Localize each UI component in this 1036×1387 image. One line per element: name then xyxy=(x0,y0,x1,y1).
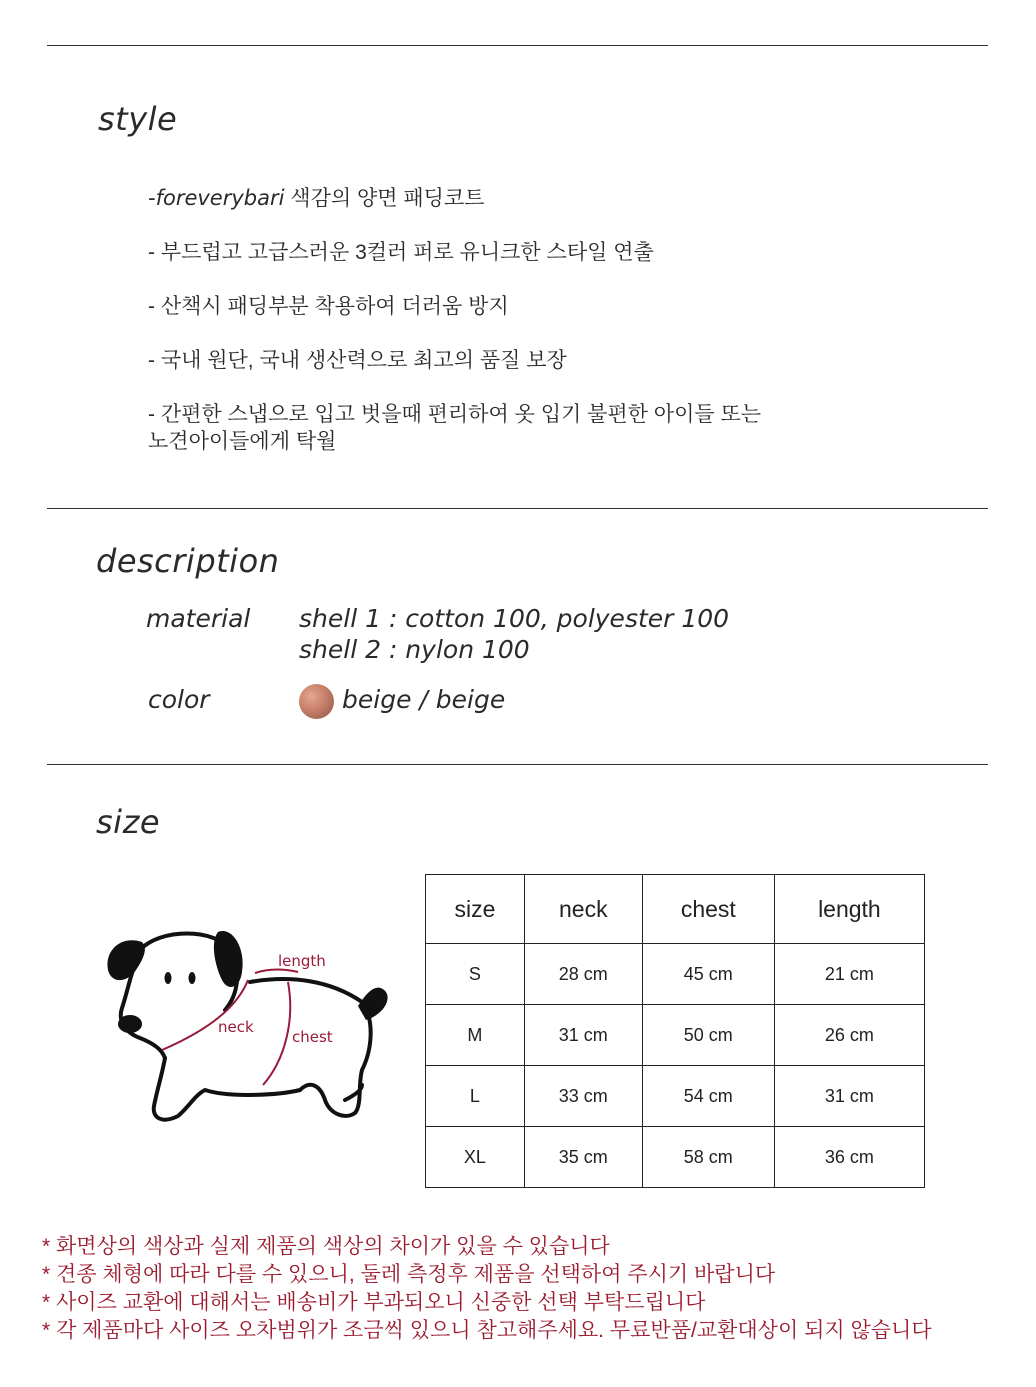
chest-label: chest xyxy=(292,1028,333,1046)
length-measure-line xyxy=(255,970,298,974)
length-label: length xyxy=(278,952,326,970)
size-heading: size xyxy=(96,803,161,841)
style-line-5b: 노견아이들에게 탁월 xyxy=(148,430,337,453)
header-neck: neck xyxy=(524,875,642,944)
style-line-3: - 산책시 패딩부분 착용하여 더러움 방지 xyxy=(148,295,509,318)
style-line-1 xyxy=(148,185,485,212)
header-chest: chest xyxy=(642,875,774,944)
style-heading: style xyxy=(98,100,178,138)
style-divider xyxy=(47,508,988,509)
style-line-1-text: 색감의 양면 패딩코트 xyxy=(284,187,485,210)
dog-tail xyxy=(358,988,388,1020)
chest-cell: 58 cm xyxy=(642,1127,774,1188)
dog-ear-left xyxy=(107,940,144,980)
style-line-4: - 국내 원단, 국내 생산력으로 최고의 품질 보장 xyxy=(148,349,567,372)
header-length: length xyxy=(774,875,924,944)
brand-name: -foreverybari xyxy=(148,186,285,210)
description-heading: description xyxy=(96,542,280,580)
dog-eye-right xyxy=(189,972,196,984)
note-exchange-shipping: * 사이즈 교환에 대해서는 배송비가 부과되오니 신중한 선택 부탁드립니다 xyxy=(42,1291,706,1314)
header-size: size xyxy=(426,875,525,944)
size-cell: L xyxy=(426,1066,525,1127)
chest-cell: 45 cm xyxy=(642,944,774,1005)
note-color-difference: * 화면상의 색상과 실제 제품의 색상의 차이가 있을 수 있습니다 xyxy=(42,1235,610,1258)
table-row xyxy=(426,1066,925,1127)
table-header-row xyxy=(426,875,925,944)
table-row xyxy=(426,944,925,1005)
description-divider xyxy=(47,764,988,765)
note-size-tolerance: * 각 제품마다 사이즈 오차범위가 조금씩 있으니 참고해주세요. 무료반품/교환대상이 되지 않습니다 xyxy=(42,1319,932,1342)
top-divider xyxy=(47,45,988,46)
material-label: material xyxy=(146,604,251,633)
note-measure-before-buying: * 견종 체형에 따라 다를 수 있으니, 둘레 측정후 제품을 선택하여 주시기 바랍니다 xyxy=(42,1263,776,1286)
chest-cell: 50 cm xyxy=(642,1005,774,1066)
material-value-1: shell 1 : cotton 100, polyester 100 xyxy=(299,604,730,633)
chest-measure-line xyxy=(263,982,290,1085)
size-cell: XL xyxy=(426,1127,525,1188)
neck-cell: 33 cm xyxy=(524,1066,642,1127)
dog-front-leg-outline xyxy=(154,1058,300,1120)
length-cell: 31 cm xyxy=(774,1066,924,1127)
chest-cell: 54 cm xyxy=(642,1066,774,1127)
neck-cell: 35 cm xyxy=(524,1127,642,1188)
color-value: beige / beige xyxy=(342,685,506,714)
length-cell: 21 cm xyxy=(774,944,924,1005)
style-line-2: - 부드럽고 고급스러운 3컬러 퍼로 유니크한 스타일 연출 xyxy=(148,241,654,264)
table-row xyxy=(426,1005,925,1066)
length-cell: 36 cm xyxy=(774,1127,924,1188)
style-line-5a: - 간편한 스냅으로 입고 벗을때 편리하여 옷 입기 불편한 아이들 또는 xyxy=(148,403,762,426)
neck-cell: 31 cm xyxy=(524,1005,642,1066)
neck-label: neck xyxy=(218,1018,254,1036)
dog-ear-right xyxy=(214,931,243,987)
size-cell: M xyxy=(426,1005,525,1066)
length-cell: 26 cm xyxy=(774,1005,924,1066)
size-cell: S xyxy=(426,944,525,1005)
dog-back-outline xyxy=(250,979,362,1002)
dog-nose xyxy=(118,1015,142,1033)
size-chart-table xyxy=(425,874,925,1188)
table-row xyxy=(426,1127,925,1188)
color-label: color xyxy=(148,685,210,714)
dog-rear-leg-outline xyxy=(300,1002,371,1116)
neck-cell: 28 cm xyxy=(524,944,642,1005)
dog-eye-left xyxy=(165,972,172,984)
material-value-2: shell 2 : nylon 100 xyxy=(299,635,530,664)
color-swatch[interactable] xyxy=(299,684,334,719)
dog-measurement-diagram xyxy=(100,920,395,1130)
